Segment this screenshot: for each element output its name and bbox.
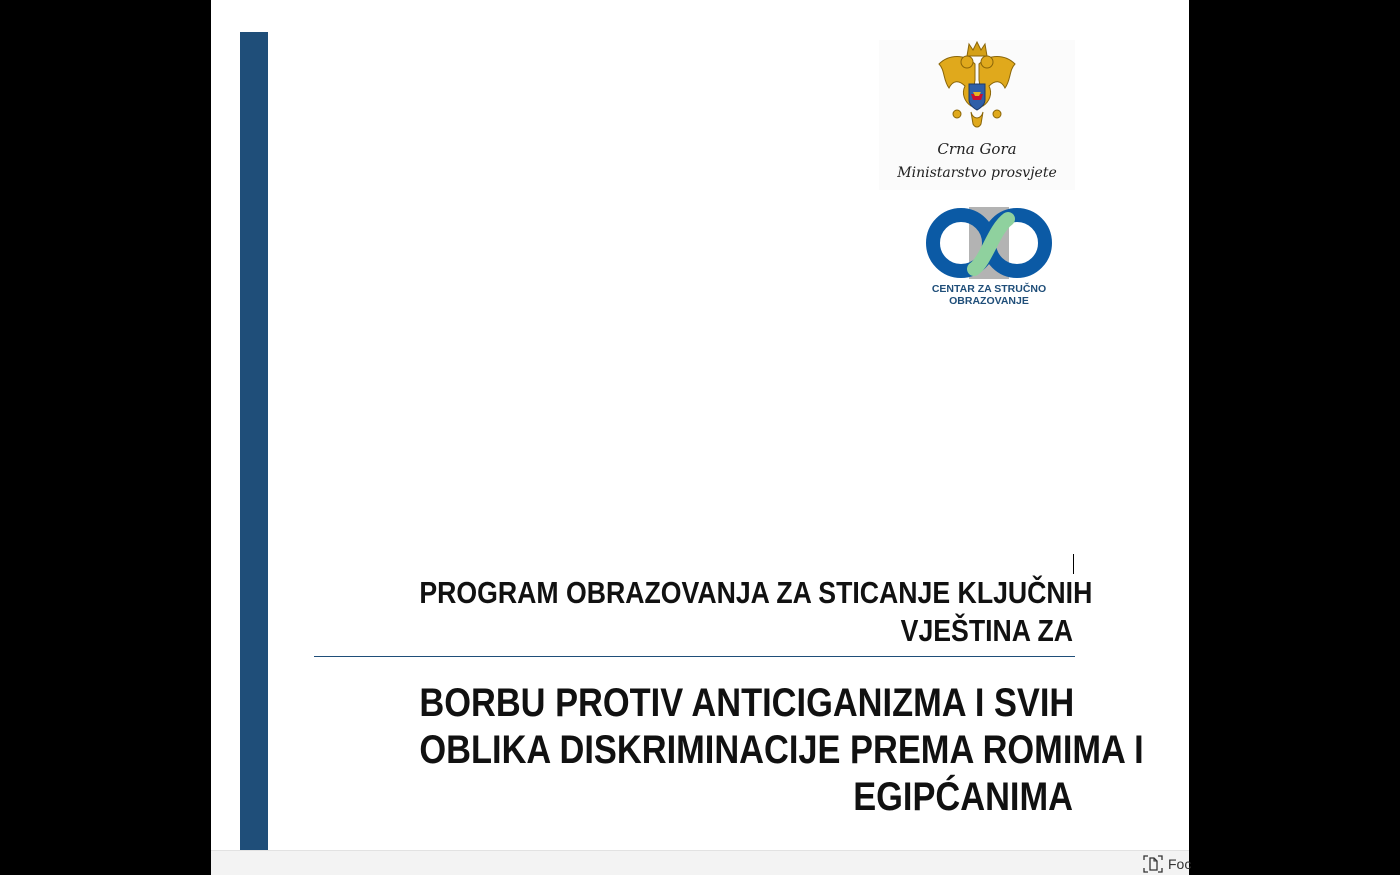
cso-logo-line1: CENTAR ZA STRUČNO bbox=[931, 283, 1047, 295]
crest-caption-country: Crna Gora bbox=[937, 140, 1017, 158]
crest-caption-ministry: Ministarstvo prosvjete bbox=[897, 165, 1057, 181]
text-cursor bbox=[1073, 554, 1074, 574]
focus-mode-label: Foc bbox=[1168, 855, 1192, 872]
cso-logo bbox=[923, 205, 1055, 310]
title-line-1: BORBU PROTIV ANTICIGANIZMA I SVIH bbox=[419, 681, 1075, 725]
cso-logo-line2: OBRAZOVANJE bbox=[949, 295, 1029, 307]
title-line-3: EGIPĆANIMA bbox=[853, 775, 1073, 819]
subtitle-line-1: PROGRAM OBRAZOVANJA ZA STICANJE KLJUČNIH bbox=[419, 575, 1093, 610]
cso-infinity-icon bbox=[926, 205, 1052, 281]
focus-mode-button[interactable] bbox=[1143, 853, 1191, 874]
document-title[interactable] bbox=[419, 680, 1144, 821]
document-subtitle[interactable] bbox=[419, 574, 1093, 650]
subtitle-line-2: VJEŠTINA ZA bbox=[900, 613, 1073, 648]
cso-logo-text bbox=[923, 283, 1055, 307]
montenegro-coat-of-arms bbox=[879, 40, 1075, 190]
focus-icon bbox=[1143, 855, 1163, 873]
double-headed-eagle-icon bbox=[935, 40, 1019, 132]
document-page bbox=[211, 0, 1189, 850]
status-bar bbox=[211, 850, 1192, 875]
title-divider bbox=[314, 656, 1075, 657]
title-line-2: OBLIKA DISKRIMINACIJE PREMA ROMIMA I bbox=[419, 728, 1144, 772]
cover-accent-bar bbox=[240, 32, 268, 850]
